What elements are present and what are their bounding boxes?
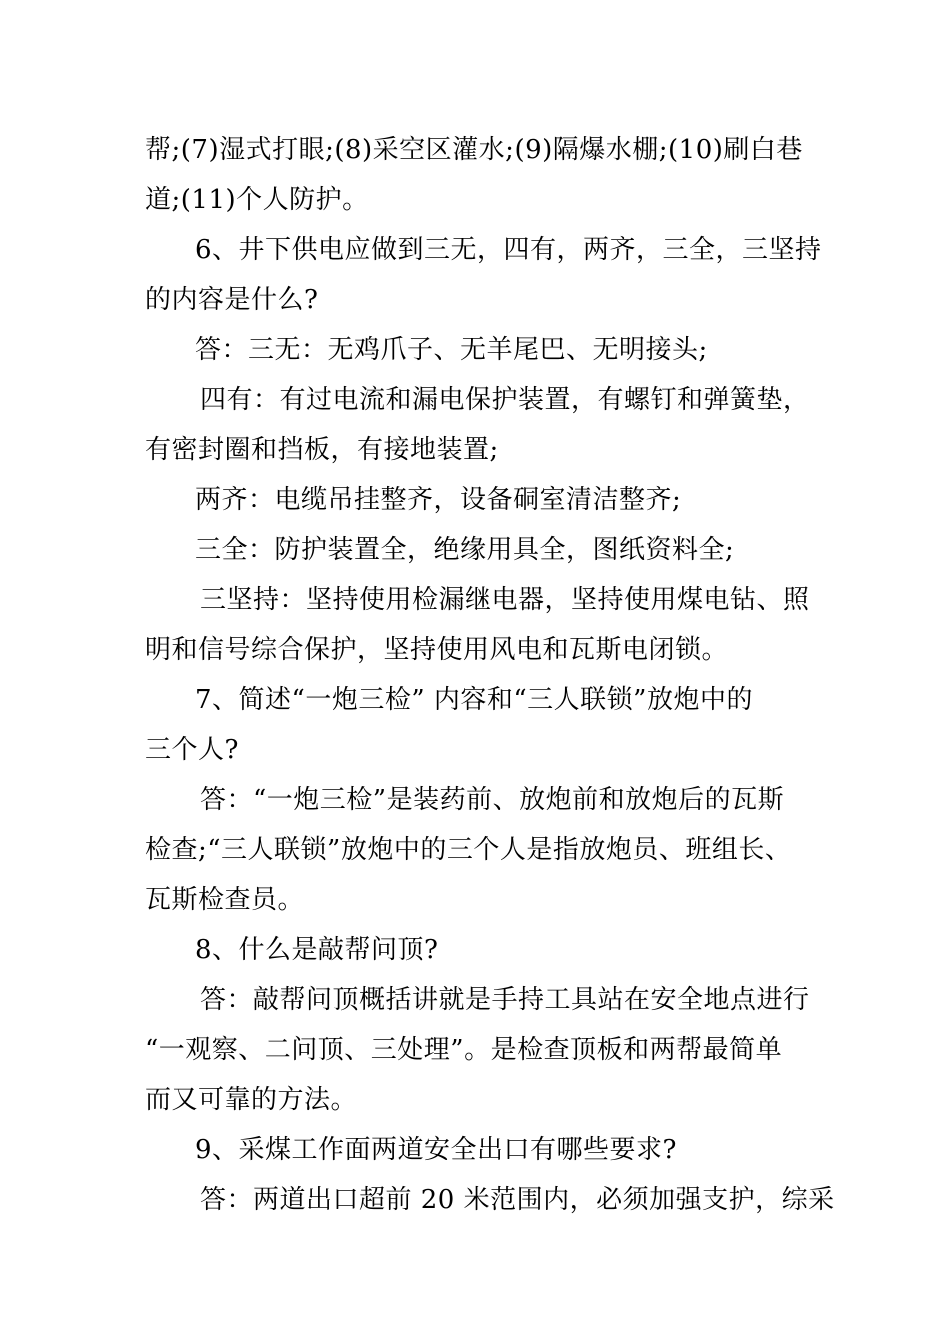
text-line: 四有：有过电流和漏电保护装置，有螺钉和弹簧垫， [200, 385, 810, 415]
text-line: 瓦斯检查员。 [145, 885, 305, 915]
text-line: 而又可靠的方法。 [145, 1085, 358, 1115]
text-line: 道;(11)个人防护。 [145, 185, 369, 215]
text-line: 三全：防护装置全，绝缘用具全，图纸资料全; [195, 535, 735, 565]
question-heading: 6、井下供电应做到三无，四有，两齐，三全，三坚持 [195, 235, 822, 265]
question-heading: 9、采煤工作面两道安全出口有哪些要求? [195, 1135, 677, 1165]
text-line: 三坚持：坚持使用检漏继电器，坚持使用煤电钻、照 [200, 585, 810, 615]
text-line: 帮;(7)湿式打眼;(8)采空区灌水;(9)隔爆水棚;(10)刷白巷 [145, 135, 803, 165]
text-line: 有密封圈和挡板，有接地装置; [145, 435, 499, 465]
text-line: 明和信号综合保护，坚持使用风电和瓦斯电闭锁。 [145, 635, 729, 665]
question-heading: 7、简述“一炮三检” 内容和“三人联锁”放炮中的 [195, 685, 753, 715]
answer-line: 答：敲帮问顶概括讲就是手持工具站在安全地点进行 [200, 985, 810, 1015]
text-line: 三个人? [145, 735, 239, 765]
text-line: “一观察、二问顶、三处理”。是检查顶板和两帮最简单 [145, 1035, 783, 1065]
text-line: 检查;“三人联锁”放炮中的三个人是指放炮员、班组长、 [145, 835, 792, 865]
text-line: 两齐：电缆吊挂整齐，设备硐室清洁整齐; [195, 485, 682, 515]
answer-line: 答：两道出口超前 20 米范围内，必须加强支护，综采 [200, 1185, 835, 1215]
text-line: 的内容是什么? [145, 285, 319, 315]
answer-line: 答：三无：无鸡爪子、无羊尾巴、无明接头; [195, 335, 708, 365]
answer-line: 答：“一炮三检”是装药前、放炮前和放炮后的瓦斯 [200, 785, 785, 815]
question-heading: 8、什么是敲帮问顶? [195, 935, 439, 965]
